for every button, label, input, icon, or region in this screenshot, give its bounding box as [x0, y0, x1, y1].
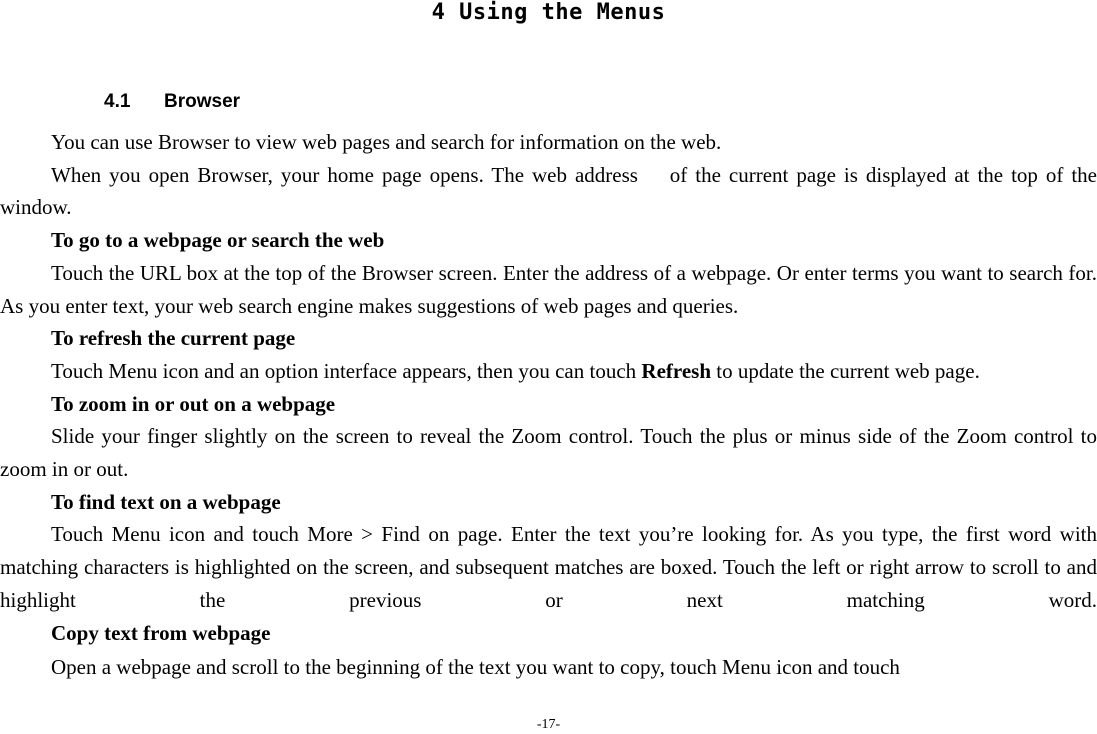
subheading-zoom: To zoom in or out on a webpage	[51, 391, 336, 416]
paragraph-refresh	[0, 355, 1097, 388]
subheading-find-text: To find text on a webpage	[51, 489, 281, 514]
section-title: Browser	[164, 91, 241, 112]
paragraph-home-page: When you open Browser, your home page opens. The web address of the current page is displayed at the top of the window.	[0, 162, 1097, 220]
paragraph-zoom: Slide your finger slightly on the screen to reveal the Zoom control. Touch the plus or minus side of the Zoom control to zoom in or out.	[0, 424, 1097, 482]
refresh-keyword: Refresh	[641, 358, 712, 383]
section-number: 4.1	[104, 91, 131, 112]
subheading-go-to-webpage: To go to a webpage or search the web	[51, 228, 385, 253]
paragraph-copy-text: Open a webpage and scroll to the beginning of the text you want to copy, touch Menu icon and touch	[51, 655, 900, 680]
subheading-copy-text: Copy text from webpage	[51, 620, 271, 645]
paragraph-intro: You can use Browser to view web pages and search for information on the web.	[51, 130, 722, 154]
refresh-text-after: to update the current web page.	[711, 358, 980, 383]
paragraph-go-to-webpage: Touch the URL box at the top of the Browser screen. Enter the address of a webpage. Or enter terms you want to search for. As you enter text, your web search engine makes suggestions of web pages and queries.	[0, 260, 1097, 318]
body-content	[0, 126, 1097, 684]
subheading-refresh: To refresh the current page	[51, 326, 296, 351]
page-number: -17-	[536, 717, 561, 732]
paragraph-find-text: Touch Menu icon and touch More > Find on page. Enter the text you’re looking for. As you type, the first word with matching characters is highlighted on the screen, and subsequent matches are boxed. Touch the left or right arrow to scroll to and highlight the previous or next matching word.	[0, 522, 1097, 612]
section-heading	[104, 90, 240, 114]
chapter-title: 4 Using the Menus	[431, 0, 666, 25]
refresh-text-before: Touch Menu icon and an option interface appears, then you can touch	[51, 358, 642, 383]
